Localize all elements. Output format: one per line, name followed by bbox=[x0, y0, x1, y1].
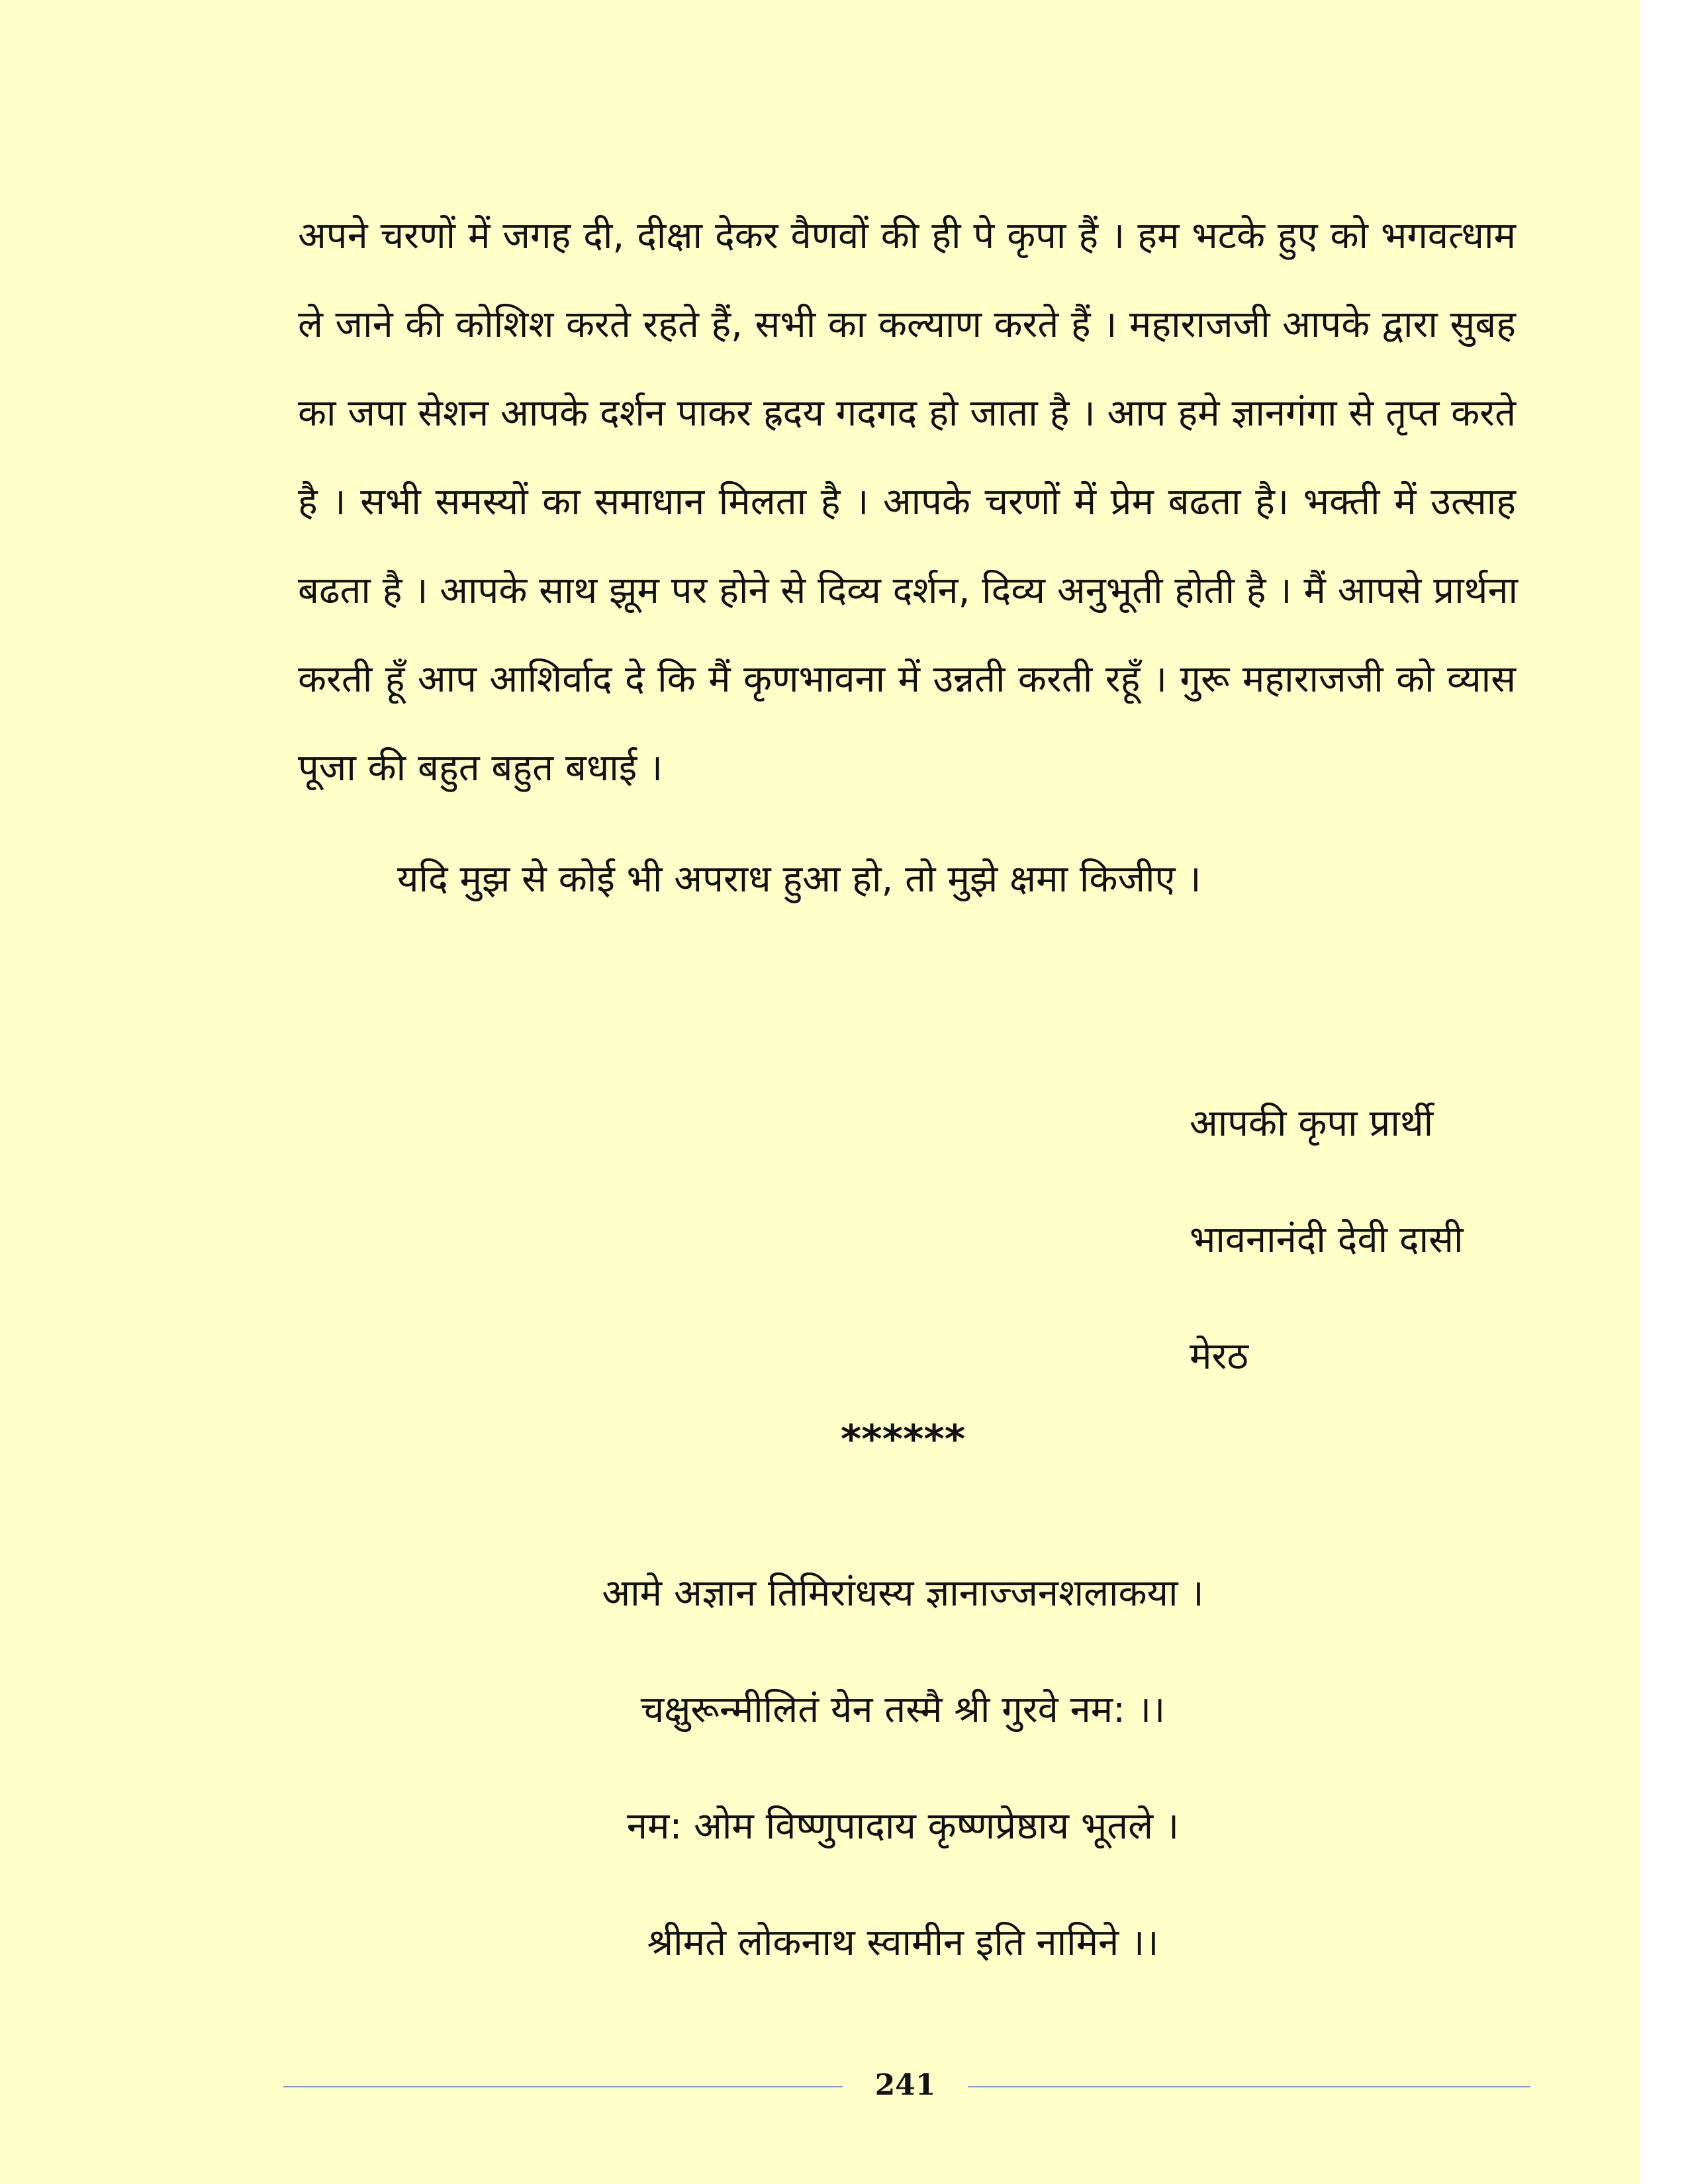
section-separator: ****** bbox=[840, 1416, 966, 1463]
apology-text: यदि मुझ से कोई भी अपराध हुआ हो, तो मुझे क्षमा किजीए । bbox=[397, 858, 1201, 901]
page-margin-strip bbox=[1640, 0, 1688, 2184]
body-paragraph bbox=[298, 192, 1519, 813]
body-line: पूजा की बहुत बहुत बधाई । bbox=[298, 747, 663, 790]
signature-block bbox=[1190, 1066, 1464, 1415]
body-line: ले जाने की कोशिश करते रहते हैं, सभी का कल्याण करते हैं । महाराजजी आपके द्वारा सुबह bbox=[298, 303, 1516, 346]
verse-block bbox=[0, 1535, 1640, 2001]
verse-line: चक्षुरून्मीलितं येन तस्मै श्री गुरवे नम: ।। bbox=[640, 1688, 1166, 1731]
footer-rule-left bbox=[283, 2086, 843, 2087]
page-number: 241 bbox=[874, 2068, 936, 2102]
verse-line: श्रीमते लोकनाथ स्वामीन इति नामिने ।। bbox=[647, 1921, 1159, 1964]
signature-name: भावनानंदी देवी दासी bbox=[1190, 1218, 1464, 1261]
body-line: का जपा सेशन आपके दर्शन पाकर ह्रदय गदगद हो जाता है । आप हमे ज्ञानगंगा से तृप्त करते bbox=[298, 392, 1516, 435]
body-line: बढता है । आपके साथ झूम पर होने से दिव्य दर्शन, दिव्य अनुभूती होती है । मैं आपसे प्रार्थना bbox=[298, 569, 1519, 612]
body-line: करती हूँ आप आशिर्वाद दे कि मैं कृणभावना में उन्नती करती रहूँ । गुरू महाराजजी को व्यास bbox=[298, 658, 1516, 701]
body-line: अपने चरणों में जगह दी, दीक्षा देकर वैणवों की ही पे कृपा हैं । हम भटके हुए को भगवत्धाम bbox=[298, 214, 1516, 257]
verse-line: नम: ओम विष्णुपादाय कृष्णप्रेष्ठाय भूतले । bbox=[626, 1805, 1180, 1848]
signature-closing: आपकी कृपा प्रार्थी bbox=[1190, 1102, 1434, 1145]
footer-rule-right bbox=[968, 2086, 1530, 2087]
signature-place: मेरठ bbox=[1190, 1335, 1248, 1378]
body-line: है । सभी समस्यों का समाधान मिलता है । आपके चरणों में प्रेम बढता है। भक्ती में उत्साह bbox=[298, 480, 1516, 523]
verse-line: आमे अज्ञान तिमिरांधस्य ज्ञानाज्जनशलाकया । bbox=[602, 1572, 1204, 1615]
